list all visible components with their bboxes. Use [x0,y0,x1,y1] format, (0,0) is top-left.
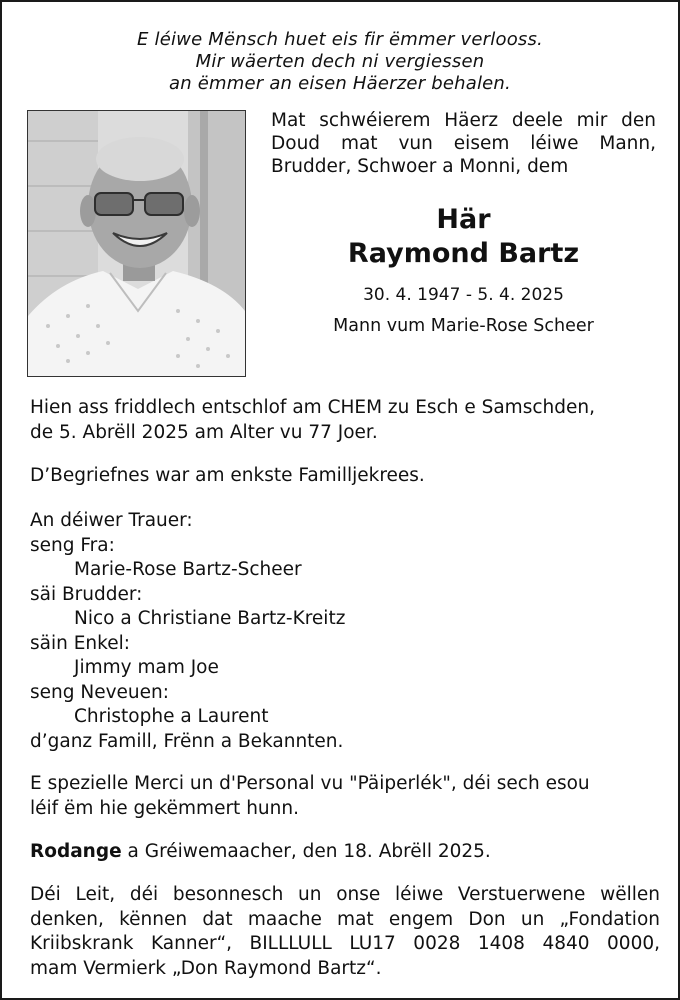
mourner-relation: säi Brudder: [30,583,143,605]
donation-paragraph [30,883,660,981]
intro-text [271,109,656,178]
thanks-paragraph [30,772,660,821]
motto [20,29,660,95]
funeral-note-line: D’Begriefnes war am enkste Familljekrees. [30,465,425,486]
funeral-note [30,464,660,489]
mourners-list [30,509,660,754]
mourners-heading: An déiwer Trauer: [30,510,193,531]
intro-line: Brudder, Schwoer a Monni, dem [271,156,569,177]
mourner-relation: seng Fra: [30,534,115,556]
place-date-rest: a Gréiwemaacher, den 18. Abrëll 2025. [121,841,491,862]
death-notice [30,396,660,445]
mourners-closing: d’ganz Famill, Frënn a Bekannten. [30,730,344,752]
mourner-relation: säin Enkel: [30,632,130,654]
intro-line: Doud mat vun eisem léiwe Mann, [271,133,656,154]
donation-line: Déi Leit, déi besonnesch un onse léiwe Verstuerwene wëllen [30,884,660,905]
mourner-names: Christophe a Laurent [74,706,269,727]
death-notice-line: de 5. Abrëll 2025 am Alter vu 77 Joer. [30,421,378,443]
mourner-names: Marie-Rose Bartz-Scheer [74,559,302,580]
mourner-names: Nico a Christiane Bartz-Kreitz [74,608,346,629]
thanks-line: léif ëm hie gekëmmert hunn. [30,797,299,819]
portrait-illustration [28,111,245,376]
mourner-names: Jimmy mam Joe [74,657,219,678]
place-name: Rodange [30,841,122,862]
motto-line: Mir wäerten dech ni vergiessen [195,51,485,72]
honorific: Här [436,204,491,235]
intro-line: Mat schwéierem Häerz deele mir den [271,110,656,131]
death-notice-line: Hien ass friddlech entschlof am CHEM zu Esch e Samschden, [30,397,595,418]
motto-line: an ëmmer an eisen Häerzer behalen. [169,73,511,94]
life-dates: 30. 4. 1947 - 5. 4. 2025 [363,285,564,305]
donation-line: mam Vermierk „Don Raymond Bartz“. [30,957,382,979]
donation-line: Kriibskrank Kanner“, BILLLULL LU17 0028 1408 4840 0000, [30,933,660,954]
donation-line: denken, kënnen dat maache mat engem Don un „Fondation [30,908,660,930]
portrait-photo [27,110,246,377]
spouse-line: Mann vum Marie-Rose Scheer [333,316,594,336]
place-date [30,840,660,865]
deceased-name: Raymond Bartz [347,238,580,269]
mourner-relation: seng Neveuen: [30,681,169,703]
place-date-line [30,840,660,865]
motto-line: E léiwe Mënsch huet eis fir ëmmer verlooss. [137,29,543,50]
thanks-line: E spezielle Merci un d'Personal vu "Päiperlék", déi sech esou [30,773,590,794]
